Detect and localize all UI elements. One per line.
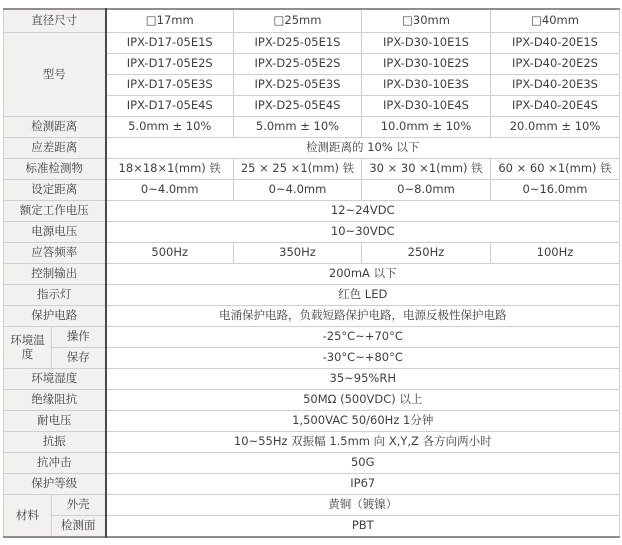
model-cell: IPX-D25-05E2S: [234, 54, 362, 75]
value-cell: 100Hz: [491, 243, 620, 264]
spec-row-insulation: [4, 390, 620, 411]
value-cell: 5.0mm ± 10%: [234, 117, 362, 138]
model-cell: IPX-D40-20E3S: [491, 75, 620, 96]
row-label-insulation: 绝缘阻抗: [4, 390, 106, 411]
value-cell: 0~4.0mm: [234, 180, 362, 201]
model-cell: IPX-D30-10E3S: [362, 75, 491, 96]
value-cell-span: 35~95%RH: [106, 369, 620, 390]
model-cell: IPX-D40-20E2S: [491, 54, 620, 75]
spec-row-protection-circuit: [4, 306, 620, 327]
spec-row-diameter: [4, 9, 620, 33]
spec-row-control-output: [4, 264, 620, 285]
sub-label-storage: 保存: [52, 348, 106, 369]
value-cell: 5.0mm ± 10%: [106, 117, 234, 138]
row-label-rated-voltage: 额定工作电压: [4, 201, 106, 222]
row-label-shock: 抗冲击: [4, 453, 106, 474]
value-cell-span: 1,500VAC 50/60Hz 1分钟: [106, 411, 620, 432]
value-cell-span: 12~24VDC: [106, 201, 620, 222]
row-label-withstand-voltage: 耐电压: [4, 411, 106, 432]
spec-row-protection-rating: [4, 474, 620, 495]
row-label-ambient-temp: 环境温度: [4, 327, 52, 369]
column-header-30mm: □30mm: [362, 9, 491, 33]
value-cell: 250Hz: [362, 243, 491, 264]
row-label-protection-rating: 保护等级: [4, 474, 106, 495]
sub-label-operate: 操作: [52, 327, 106, 348]
row-label-ambient-humidity: 环境湿度: [4, 369, 106, 390]
value-cell: 500Hz: [106, 243, 234, 264]
row-label-standard-object: 标准检测物: [4, 159, 106, 180]
value-cell-span: 10~55Hz 双振幅 1.5mm 向 X,Y,Z 各方向两小时: [106, 432, 620, 453]
row-label-indicator: 指示灯: [4, 285, 106, 306]
column-header-40mm: □40mm: [491, 9, 620, 33]
model-cell: IPX-D30-10E1S: [362, 33, 491, 54]
model-cell: IPX-D40-20E4S: [491, 96, 620, 117]
value-cell-span: -25°C~+70°C: [106, 327, 620, 348]
sub-label-housing: 外壳: [52, 495, 106, 516]
model-cell: IPX-D17-05E4S: [106, 96, 234, 117]
row-label-material: 材料: [4, 495, 52, 538]
row-label-hysteresis: 应差距离: [4, 138, 106, 159]
spec-row-setting-distance: [4, 180, 620, 201]
value-cell-span: 红色 LED: [106, 285, 620, 306]
model-cell: IPX-D40-20E1S: [491, 33, 620, 54]
value-cell: 60 × 60 ×1(mm) 铁: [491, 159, 620, 180]
spec-row-material-sensing-face: [4, 516, 620, 538]
value-cell: 10.0mm ± 10%: [362, 117, 491, 138]
row-label-supply-voltage: 电源电压: [4, 222, 106, 243]
value-cell: 20.0mm ± 10%: [491, 117, 620, 138]
value-cell-span: -30°C~+80°C: [106, 348, 620, 369]
row-label-response-freq: 应答频率: [4, 243, 106, 264]
value-cell-span: IP67: [106, 474, 620, 495]
model-cell: IPX-D25-05E3S: [234, 75, 362, 96]
spec-row-response-freq: [4, 243, 620, 264]
row-label-detect-distance: 检测距离: [4, 117, 106, 138]
value-cell-span: 50MΩ (500VDC) 以上: [106, 390, 620, 411]
row-label-control-output: 控制输出: [4, 264, 106, 285]
row-label-setting-distance: 设定距离: [4, 180, 106, 201]
value-cell-span: 黄铜（镀镍）: [106, 495, 620, 516]
spec-row-model-1: [4, 33, 620, 54]
model-cell: IPX-D30-10E2S: [362, 54, 491, 75]
value-cell: 0~16.0mm: [491, 180, 620, 201]
spec-row-withstand-voltage: [4, 411, 620, 432]
sub-label-sensing-face: 检测面: [52, 516, 106, 538]
spec-row-detect-distance: [4, 117, 620, 138]
value-cell-span: 200mA 以下: [106, 264, 620, 285]
value-cell: 0~8.0mm: [362, 180, 491, 201]
spec-row-hysteresis: [4, 138, 620, 159]
value-cell: 18×18×1(mm) 铁: [106, 159, 234, 180]
row-label-vibration: 抗振: [4, 432, 106, 453]
spec-row-standard-object: [4, 159, 620, 180]
spec-row-ambient-temp-operate: [4, 327, 620, 348]
value-cell-span: 50G: [106, 453, 620, 474]
row-label-model: 型号: [4, 33, 106, 117]
value-cell-span: 10~30VDC: [106, 222, 620, 243]
model-cell: IPX-D17-05E2S: [106, 54, 234, 75]
spec-table: [3, 8, 620, 538]
model-cell: IPX-D25-05E4S: [234, 96, 362, 117]
spec-row-material-housing: [4, 495, 620, 516]
spec-row-shock: [4, 453, 620, 474]
model-cell: IPX-D17-05E1S: [106, 33, 234, 54]
column-header-17mm: □17mm: [106, 9, 234, 33]
spec-row-supply-voltage: [4, 222, 620, 243]
spec-row-indicator: [4, 285, 620, 306]
model-cell: IPX-D17-05E3S: [106, 75, 234, 96]
spec-row-ambient-humidity: [4, 369, 620, 390]
value-cell-span: 检测距离的 10% 以下: [106, 138, 620, 159]
value-cell: 0~4.0mm: [106, 180, 234, 201]
model-cell: IPX-D30-10E4S: [362, 96, 491, 117]
value-cell: 30 × 30 ×1(mm) 铁: [362, 159, 491, 180]
column-header-25mm: □25mm: [234, 9, 362, 33]
spec-row-rated-voltage: [4, 201, 620, 222]
spec-row-ambient-temp-storage: [4, 348, 620, 369]
spec-row-vibration: [4, 432, 620, 453]
value-cell-span: PBT: [106, 516, 620, 538]
row-label-protection-circuit: 保护电路: [4, 306, 106, 327]
model-cell: IPX-D25-05E1S: [234, 33, 362, 54]
value-cell: 25 × 25 ×1(mm) 铁: [234, 159, 362, 180]
value-cell-span: 电涌保护电路，负载短路保护电路，电源反极性保护电路: [106, 306, 620, 327]
row-label-diameter: 直径尺寸: [4, 9, 106, 33]
value-cell: 350Hz: [234, 243, 362, 264]
